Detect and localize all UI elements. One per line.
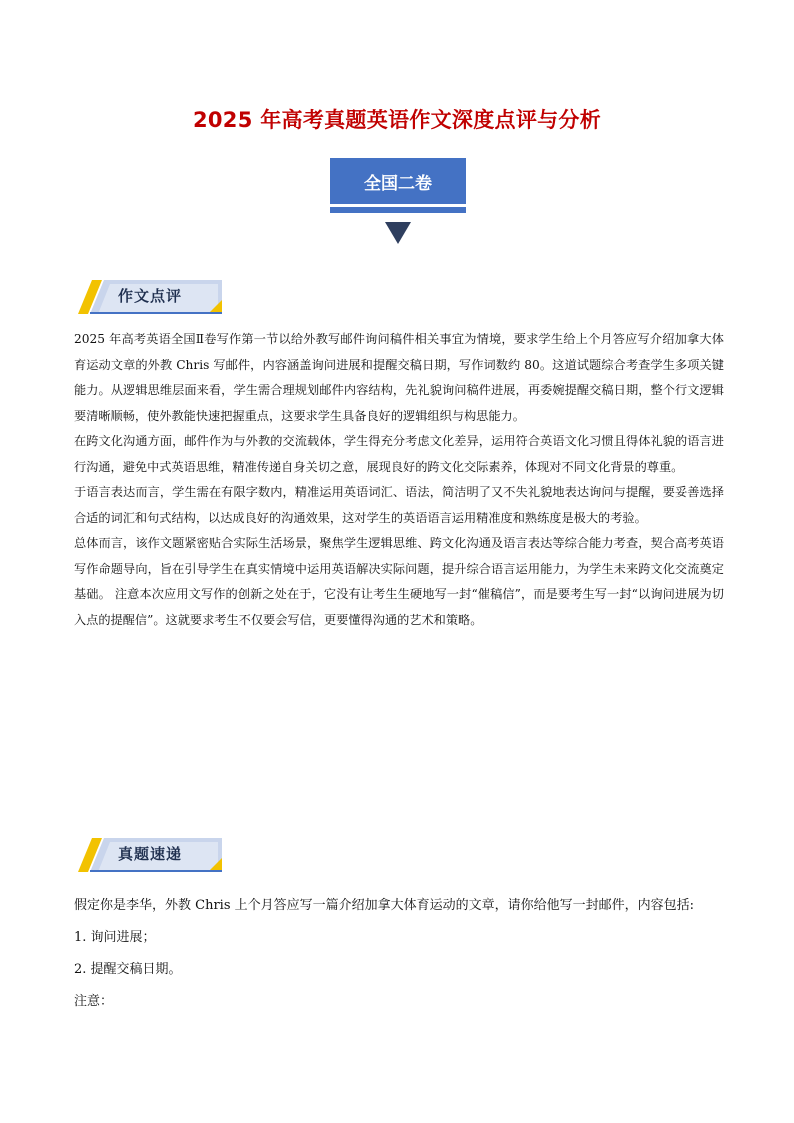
review-paragraph: 在跨文化沟通方面，邮件作为与外教的交流载体，学生得充分考虑文化差异，运用符合英语文化习惯且得体礼貌的语言进行沟通，避免中式英语思维，精准传递自身关切之意，展现良好的跨文化交际素养，体现对不同文化背景的尊重。: [74, 434, 724, 474]
document-title: 2025 年高考真题英语作文深度点评与分析: [192, 108, 602, 132]
section-header-prompt: [78, 838, 222, 872]
section-header-label: 作文点评: [117, 287, 182, 305]
paper-badge: [330, 158, 466, 207]
review-paragraph: 2025 年高考英语全国Ⅱ卷写作第一节以给外教写邮件询问稿件相关事宜为情境，要求学生给上个月答应写介绍加拿大体育运动文章的外教 Chris 写邮件，内容涵盖询问进展和提醒交稿日期，写作词数约 80。这道试题综合考查学生多项关键能力。从逻辑思维层面来看，学生需合理规划邮件内容结构，先礼貌询问稿件进展，再委婉提醒交稿日期，整个行文逻辑要清晰顺畅，使外教能快速把握重点，这要求学生具备良好的逻辑组织与构思能力。: [74, 332, 724, 423]
prompt-intro: 假定你是李华，外教 Chris 上个月答应写一篇介绍加拿大体育运动的文章，请你给他写一封邮件，内容包括:: [74, 898, 695, 913]
review-body: [74, 327, 724, 633]
down-triangle-icon: [385, 222, 411, 244]
review-paragraph: 总体而言，该作文题紧密贴合实际生活场景，聚焦学生逻辑思维、跨文化沟通及语言表达等综合能力考查，契合高考英语写作命题导向，旨在引导学生在真实情境中运用英语解决实际问题，提升综合语言运用能力，为学生未来跨文化交流奠定基础。 注意本次应用文写作的创新之处在于，它没有让考生生硬地写一封“催稿信”，而是要考生写一封“以询问进展为切入点的提醒信”。这就要求考生不仅要会写信，更要懂得沟通的艺术和策略。: [74, 536, 724, 627]
prompt-item: 2. 提醒交稿日期。: [74, 962, 182, 977]
section-header-label: 真题速递: [117, 845, 182, 863]
prompt-note-label: 注意：: [74, 994, 114, 1009]
prompt-body: [74, 890, 734, 1018]
section-header-review: [78, 280, 222, 314]
paper-badge-label: 全国二卷: [364, 173, 432, 194]
review-paragraph: 于语言表达而言，学生需在有限字数内，精准运用英语词汇、语法，简洁明了又不失礼貌地表达询问与提醒，要妥善选择合适的词汇和句式结构，以达成良好的沟通效果，这对学生的英语语言运用精准度和熟练度是极大的考验。: [74, 485, 724, 525]
prompt-item: 1. 询问进展；: [74, 930, 156, 945]
